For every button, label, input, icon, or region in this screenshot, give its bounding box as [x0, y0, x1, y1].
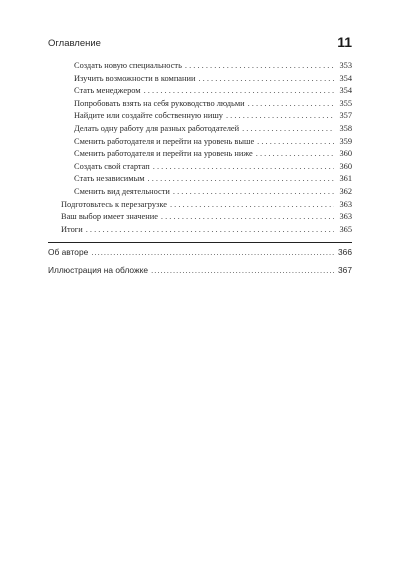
toc-entry-page: 362: [339, 186, 352, 196]
toc-dot-leader: [148, 173, 334, 186]
toc-entry[interactable]: [48, 73, 352, 86]
toc-entry-page: 365: [339, 224, 352, 234]
toc-entry-title: Делать одну работу для разных работодателей: [74, 123, 240, 133]
toc-entry-page: 359: [339, 136, 352, 146]
toc-entry-title: Об авторе: [48, 247, 89, 258]
toc-entry[interactable]: [48, 60, 352, 73]
toc-dot-leader: [256, 148, 334, 161]
toc-entry-page: 367: [338, 265, 352, 276]
toc-entry-page: 360: [339, 161, 352, 171]
toc-entry-page: 363: [339, 199, 352, 209]
toc-entry-title: Сменить вид деятельности: [74, 186, 170, 196]
toc-entry-page: 360: [339, 149, 352, 159]
toc-entry[interactable]: [48, 148, 352, 161]
toc-dot-leader: [242, 123, 334, 136]
toc-entry-title: Ваш выбор имеет значение: [61, 212, 158, 222]
toc-entry[interactable]: [48, 261, 352, 279]
toc-entry[interactable]: [48, 173, 352, 186]
running-head: [48, 34, 352, 54]
toc-entry-page: 354: [339, 86, 352, 96]
toc-dot-leader: [257, 136, 334, 149]
toc-entry-title: Итоги: [61, 224, 83, 234]
toc-dot-leader: [86, 224, 334, 237]
toc-entry[interactable]: [48, 199, 352, 212]
page-number: 11: [337, 34, 352, 50]
toc-entry[interactable]: [48, 243, 352, 261]
toc-entry[interactable]: [48, 161, 352, 174]
toc-dot-leader: [161, 211, 334, 224]
toc-entry[interactable]: [48, 85, 352, 98]
table-of-contents: [48, 60, 352, 279]
toc-dot-leader: [153, 161, 334, 174]
toc-dot-leader: [144, 85, 334, 98]
toc-entry[interactable]: [48, 98, 352, 111]
toc-entry-title: Иллюстрация на обложке: [48, 265, 149, 276]
toc-entry[interactable]: [48, 136, 352, 149]
toc-entry[interactable]: [48, 211, 352, 224]
toc-entry-page: 361: [339, 174, 352, 184]
toc-dot-leader: [173, 186, 334, 199]
toc-entry-title: Стать независимым: [74, 174, 145, 184]
toc-entry[interactable]: [48, 123, 352, 136]
toc-entry-page: 363: [339, 212, 352, 222]
toc-entry[interactable]: [48, 110, 352, 123]
toc-dot-leader: [91, 243, 334, 261]
toc-entry-title: Создать новую специальность: [74, 61, 182, 70]
toc-entry-page: 353: [339, 61, 352, 70]
toc-entry[interactable]: [48, 186, 352, 199]
toc-entry[interactable]: [48, 224, 352, 237]
toc-entry-title: Изучить возможности в компании: [74, 73, 196, 83]
toc-entry-title: Создать свой стартап: [74, 161, 150, 171]
toc-dot-leader: [170, 199, 334, 212]
toc-entry-title: Найдите или создайте собственную нишу: [74, 111, 223, 121]
toc-entry-title: Сменить работодателя и перейти на уровень ниже: [74, 149, 253, 159]
toc-entry-page: 354: [339, 73, 352, 83]
toc-entry-title: Попробовать взять на себя руководство людьми: [74, 98, 245, 108]
toc-dot-leader: [248, 98, 334, 111]
toc-dot-leader: [198, 73, 334, 86]
toc-dot-leader: [185, 60, 334, 73]
toc-entry-page: 358: [339, 123, 352, 133]
toc-entry-title: Подготовьтесь к перезагрузке: [61, 199, 167, 209]
toc-entry-title: Сменить работодателя и перейти на уровень выше: [74, 136, 255, 146]
running-head-section-name: Оглавление: [48, 38, 101, 49]
toc-entry-page: 357: [339, 111, 352, 121]
toc-entry-title: Стать менеджером: [74, 86, 141, 96]
toc-entry-page: 355: [339, 98, 352, 108]
toc-dot-leader: [151, 261, 334, 279]
toc-dot-leader: [226, 110, 334, 123]
toc-entry-page: 366: [338, 247, 352, 258]
